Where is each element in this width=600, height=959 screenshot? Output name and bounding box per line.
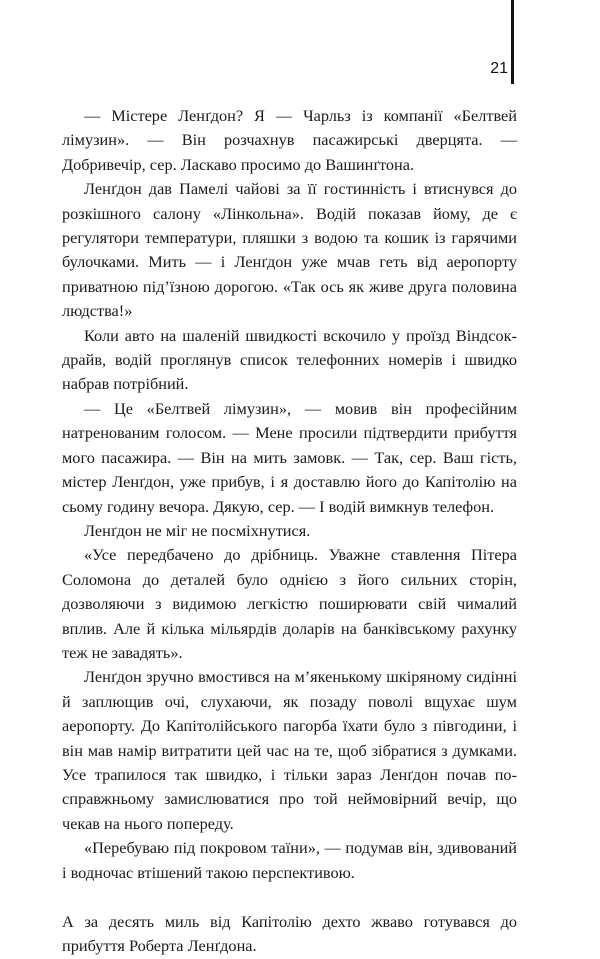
page-number: 21 [490,60,508,77]
paragraph: «Усе передбачено до дрібниць. Уважне ставлення Пітера Соломона до деталей було однією з його сильних сторін, дозволяючи з видимою легкістю поширювати свій чималий вплив. Але й кілька мільярдів доларів на банківському рахунку теж не завадять». [62,545,517,662]
paragraph: — Це «Белтвей лімузин», — мовив він професійним натренованим голосом. — Мене просили підтвердити прибуття мого пасажира. — Він на мить замовк. — Так, сер. Ваш гість, містер Ленґдон, уже прибув, і я доставлю його до Капітолію на сьому годину вечора. Дякую, сер. — І водій вимкнув телефон. [62,398,517,516]
paragraph: «Перебуваю під покровом таїни», — подумав він, здивований і водночас втішений такою перспективою. [62,838,517,882]
paragraph: Ленґдон зручно вмостився на м’якенькому шкіряному сидінні й заплющив очі, слухаючи, як позаду поволі вщухає шум аеропорту. До Капітолійського пагорба їхати було з півгодини, і він мав намір витратити цей час на те, щоб зібратися з думками. Усе трапилося так швидко, і тільки зараз Ленґдон почав по-справжньому замислюватися про той неймовірний вечір, що чекав на нього попереду. [62,667,517,833]
text-body [62,104,517,959]
page-edge-line [511,0,514,84]
paragraph: Ленґдон дав Памелі чайові за її гостинність і втиснувся до розкішного салону «Лінкольна». Водій показав йому, де є регулятори температури, пляшки з водою та кошик із гарячими булочками. Мить — і Ленґдон уже мчав геть від аеропорту приватною під’їзною дорогою. «Так ось як живе друга половина людства!» [62,179,517,321]
paragraph: Коли авто на шаленій швидкості вскочило у проїзд Віндсок-драйв, водій проглянув список телефонних номерів і швидко набрав потрібний. [62,325,517,394]
paragraph: Ленґдон не міг не посміхнутися. [84,520,311,540]
section-break [62,885,517,910]
closing-paragraph: А за десять миль від Капітолію дехто жваво готувався до прибуття Роберта Ленґдона. [62,912,517,956]
paragraph: — Містере Ленґдон? Я — Чарльз із компанії «Белтвей лімузин». — Він розчахнув пасажирські дверцята. — Добривечір, сер. Ласкаво просимо до Вашинґтона. [62,106,517,174]
